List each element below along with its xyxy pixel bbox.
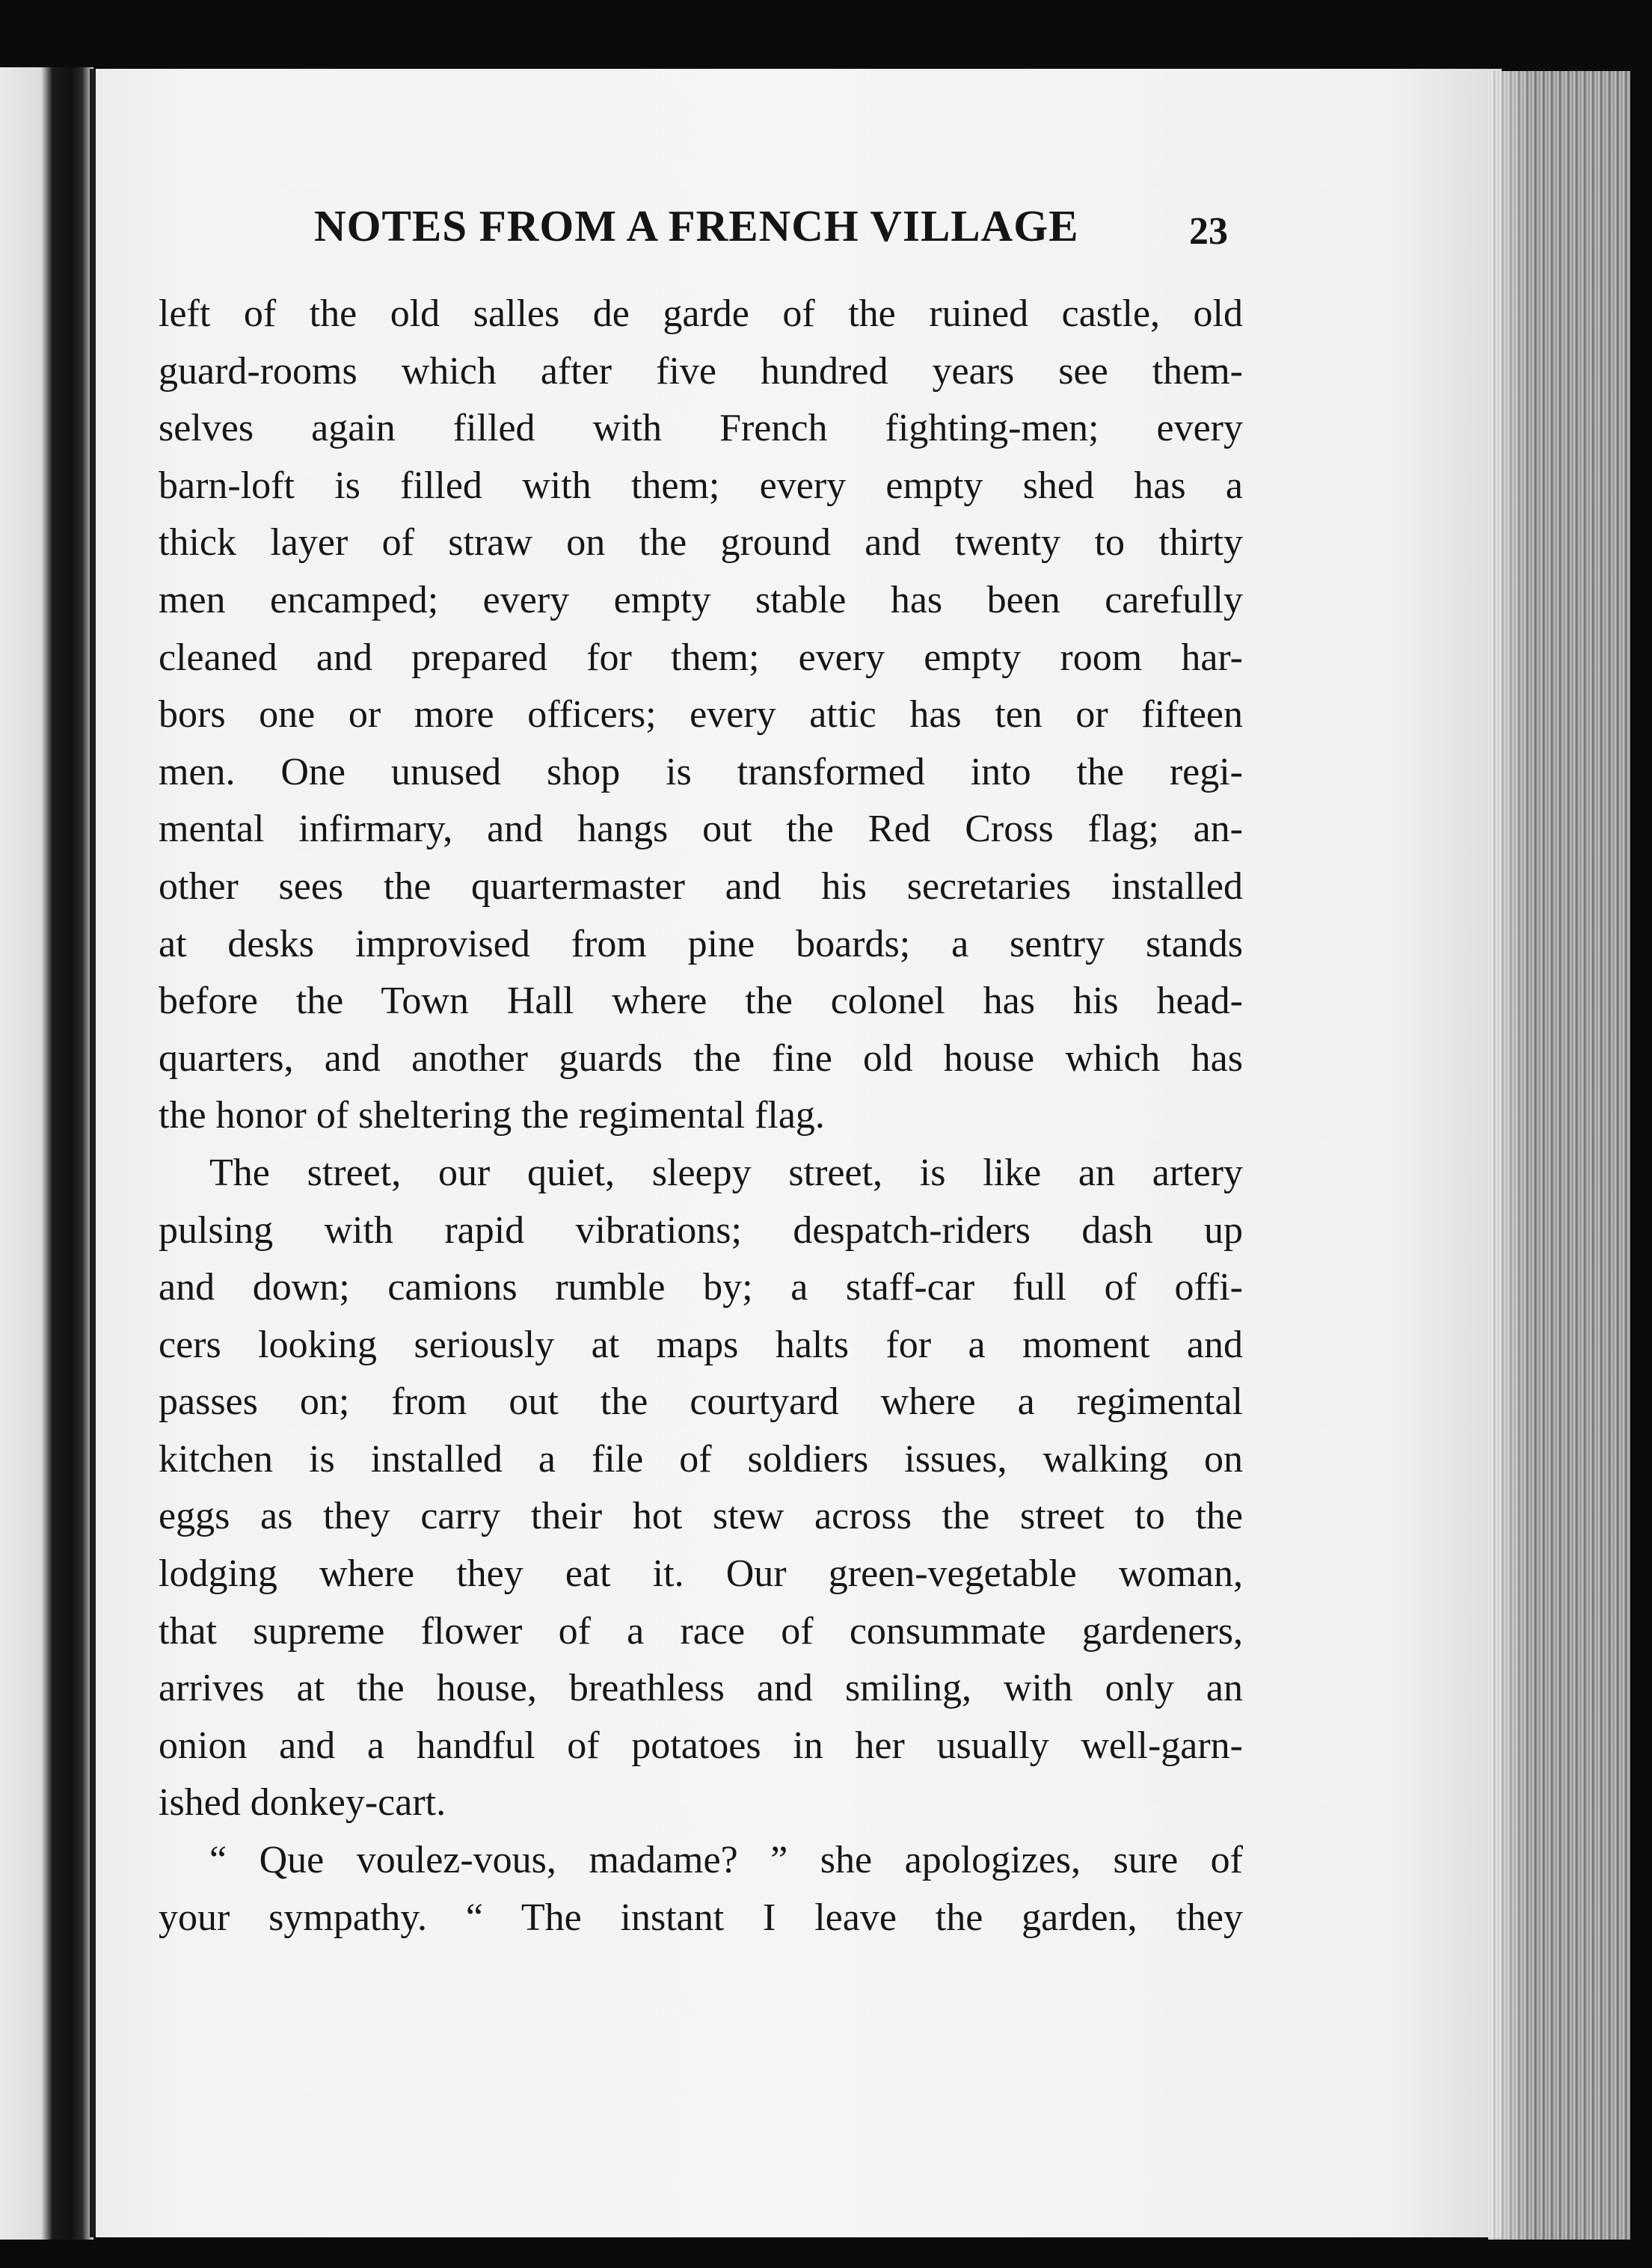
text-line: “ Que voulez-vous, madame? ” she apologizes, sure of: [209, 1839, 1243, 1882]
text-line: at desks improvised from pine boards; a sentry stands: [159, 922, 1243, 965]
text-line: cers looking seriously at maps halts for a moment and: [159, 1323, 1243, 1366]
text-line: ished donkey-cart.: [159, 1781, 446, 1825]
text-line: thick layer of straw on the ground and twenty to thirty: [159, 521, 1243, 565]
text-line: that supreme flower of a race of consummate gardeners,: [159, 1609, 1243, 1653]
text-line: men encamped; every empty stable has been carefully: [159, 578, 1243, 621]
text-line: guard-rooms which after five hundred years see them-: [159, 349, 1243, 393]
text-line: other sees the quartermaster and his secretaries installed: [159, 864, 1243, 908]
text-line: quarters, and another guards the fine old house which has: [159, 1036, 1243, 1080]
text-line: your sympathy. “ The instant I leave the garden, they: [159, 1896, 1243, 1939]
text-line: mental infirmary, and hangs out the Red Cross flag; an-: [159, 808, 1243, 851]
page-edge-highlight: [1488, 71, 1533, 2240]
text-line: kitchen is installed a file of soldiers issues, walking on: [159, 1437, 1243, 1481]
text-line: onion and a handful of potatoes in her usually well-garn-: [159, 1724, 1243, 1767]
running-head: NOTES FROM A FRENCH VILLAGE: [314, 201, 1079, 251]
text-line: before the Town Hall where the colonel has his head-: [159, 980, 1243, 1023]
text-line: men. One unused shop is transformed into the regi-: [159, 750, 1243, 793]
text-line: bors one or more officers; every attic has ten or fifteen: [159, 693, 1243, 737]
text-line: left of the old salles de garde of the ruined castle, old: [159, 292, 1243, 335]
text-line: The street, our quiet, sleepy street, is like an artery: [209, 1151, 1243, 1194]
text-line: barn-loft is filled with them; every empty shed has a: [159, 464, 1243, 507]
page-number: 23: [1189, 210, 1228, 253]
text-line: lodging where they eat it. Our green-vegetable woman,: [159, 1552, 1243, 1596]
text-line: passes on; from out the courtyard where a regimental: [159, 1380, 1243, 1424]
text-line: and down; camions rumble by; a staff-car full of offi-: [159, 1266, 1243, 1309]
text-line: cleaned and prepared for them; every empty room har-: [159, 636, 1243, 679]
text-line: selves again filled with French fighting-men; every: [159, 407, 1243, 450]
body-text: [159, 286, 1243, 1946]
text-line: the honor of sheltering the regimental flag.: [159, 1094, 825, 1137]
facing-page-edge: [0, 67, 93, 2240]
text-line: eggs as they carry their hot stew across the street to the: [159, 1495, 1243, 1538]
text-line: arrives at the house, breathless and smiling, with only an: [159, 1667, 1243, 1710]
text-line: pulsing with rapid vibrations; despatch-riders dash up: [159, 1208, 1243, 1252]
